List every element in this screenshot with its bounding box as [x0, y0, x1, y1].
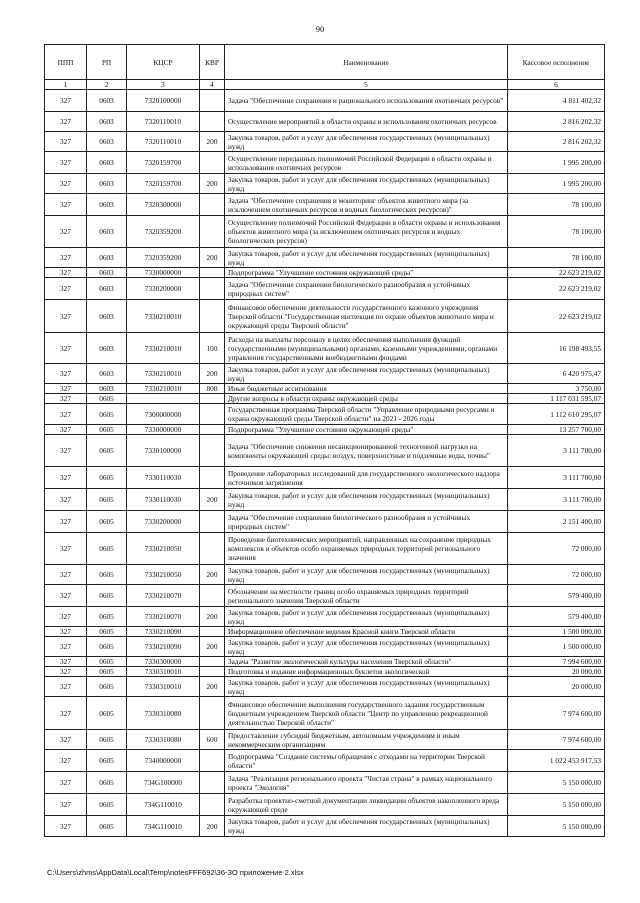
cell-kcsr: 7330310080 [127, 730, 200, 750]
cell-ppp: 327 [45, 772, 87, 794]
table-row [45, 174, 605, 194]
cell-kvr: 200 [200, 637, 225, 657]
cell-rp: 0605 [87, 794, 127, 816]
table-row [45, 248, 605, 268]
cell-name: Закупка товаров, работ и услуг для обеспечения государственных (муниципальных) нужд [225, 489, 508, 511]
index-amount: 6 [508, 80, 605, 90]
cell-ppp: 327 [45, 394, 87, 404]
cell-name: Закупка товаров, работ и услуг для обеспечения государственных (муниципальных) нужд [225, 132, 508, 152]
table-row [45, 364, 605, 384]
cell-amount: 20 000,00 [508, 667, 605, 677]
cell-rp: 0605 [87, 697, 127, 730]
cell-name: Расходы на выплаты персоналу в целях обеспечения выполнения функций государственными (муниципальными) органами, казенными учреждениями, органами управления государственными внебюджетными фондами [225, 333, 508, 364]
table-row [45, 533, 605, 565]
cell-name: Информационное обеспечение ведения Красной книги Тверской области [225, 627, 508, 637]
cell-kcsr: 7330000000 [127, 425, 200, 435]
cell-kvr: 200 [200, 132, 225, 152]
cell-rp: 0605 [87, 730, 127, 750]
cell-kcsr: 734G110010 [127, 816, 200, 837]
cell-ppp: 327 [45, 174, 87, 194]
cell-amount: 2 151 400,00 [508, 511, 605, 533]
table-row [45, 300, 605, 333]
cell-amount: 1 500 000,00 [508, 637, 605, 657]
cell-rp: 0605 [87, 750, 127, 772]
cell-kvr: 200 [200, 248, 225, 268]
cell-rp: 0605 [87, 627, 127, 637]
cell-kcsr: 7320110010 [127, 112, 200, 132]
cell-amount: 5 150 000,00 [508, 816, 605, 837]
cell-rp: 0605 [87, 637, 127, 657]
cell-amount: 5 150 000,00 [508, 772, 605, 794]
cell-rp: 0603 [87, 194, 127, 216]
cell-rp: 0605 [87, 585, 127, 607]
cell-ppp: 327 [45, 300, 87, 333]
cell-kvr [200, 278, 225, 300]
table-row [45, 607, 605, 627]
cell-name: Другие вопросы в области охраны окружающей среды [225, 394, 508, 404]
cell-kvr [200, 435, 225, 467]
cell-ppp: 327 [45, 216, 87, 248]
cell-rp: 0603 [87, 112, 127, 132]
cell-name: Закупка товаров, работ и услуг для обеспечения государственных (муниципальных) нужд [225, 364, 508, 384]
cell-amount: 6 420 975,47 [508, 364, 605, 384]
cell-name: Задача "Обеспечение сохранения и мониторинг объектов животного мира (за исключением охотничьих ресурсов и водных биологических ресурсов)" [225, 194, 508, 216]
cell-ppp: 327 [45, 697, 87, 730]
table-row [45, 425, 605, 435]
cell-name: Задача "Обеспечение сохранения и рационального использования охотничьих ресурсов" [225, 90, 508, 112]
cell-kvr [200, 152, 225, 174]
header-row [45, 45, 605, 80]
cell-kvr: 200 [200, 174, 225, 194]
cell-kcsr: 7320300000 [127, 194, 200, 216]
table-body [45, 90, 605, 837]
cell-amount: 1 500 000,00 [508, 627, 605, 637]
table-row [45, 194, 605, 216]
cell-rp: 0605 [87, 607, 127, 627]
cell-rp: 0605 [87, 565, 127, 585]
cell-ppp: 327 [45, 364, 87, 384]
cell-kcsr: 7330210050 [127, 565, 200, 585]
cell-ppp: 327 [45, 816, 87, 837]
cell-ppp: 327 [45, 132, 87, 152]
cell-kvr [200, 268, 225, 278]
cell-amount: 5 150 000,00 [508, 794, 605, 816]
cell-amount: 78 100,00 [508, 216, 605, 248]
cell-kvr: 200 [200, 816, 225, 837]
table-row [45, 112, 605, 132]
cell-amount: 22 623 219,02 [508, 268, 605, 278]
cell-ppp: 327 [45, 627, 87, 637]
table-row [45, 132, 605, 152]
cell-rp: 0605 [87, 533, 127, 565]
header-rp: РП [87, 45, 127, 80]
cell-name: Подготовка и издание информационных буклетов экологической [225, 667, 508, 677]
table-row [45, 152, 605, 174]
cell-amount: 2 816 202,32 [508, 112, 605, 132]
cell-rp: 0605 [87, 435, 127, 467]
cell-kvr [200, 404, 225, 425]
header-ppp: ППП [45, 45, 87, 80]
table-row [45, 394, 605, 404]
cell-kvr: 100 [200, 333, 225, 364]
cell-kcsr: 7320359200 [127, 248, 200, 268]
cell-kcsr: 7330100000 [127, 435, 200, 467]
cell-amount: 22 623 219,02 [508, 278, 605, 300]
table-row [45, 667, 605, 677]
cell-rp: 0603 [87, 152, 127, 174]
cell-kvr: 800 [200, 384, 225, 394]
table-row [45, 627, 605, 637]
cell-name: Финансовое обеспечение деятельности государственного казенного учреждения Тверской области "Государственная инспекция по охране объектов животного мира и окружающей среды Тверской области" [225, 300, 508, 333]
cell-amount: 3 111 700,00 [508, 489, 605, 511]
index-rp: 2 [87, 80, 127, 90]
cell-ppp: 327 [45, 425, 87, 435]
cell-rp: 0603 [87, 333, 127, 364]
cell-name: Закупка товаров, работ и услуг для обеспечения государственных (муниципальных) нужд [225, 816, 508, 837]
cell-kcsr: 7320110010 [127, 132, 200, 152]
cell-kvr [200, 667, 225, 677]
cell-kcsr: 7300000000 [127, 404, 200, 425]
cell-name: Подпрограмма "Улучшение состояния окружающей среды" [225, 268, 508, 278]
table-row [45, 637, 605, 657]
cell-rp: 0603 [87, 300, 127, 333]
cell-kvr [200, 300, 225, 333]
header-kcsr: КЦСР [127, 45, 200, 80]
cell-rp: 0605 [87, 467, 127, 489]
cell-amount: 1 995 200,00 [508, 174, 605, 194]
cell-name: Задача "Развитие экологической культуры населения Тверской области" [225, 657, 508, 667]
cell-rp: 0603 [87, 132, 127, 152]
cell-kcsr: 7320159700 [127, 174, 200, 194]
cell-name: Закупка товаров, работ и услуг для обеспечения государственных (муниципальных) нужд [225, 677, 508, 697]
cell-ppp: 327 [45, 268, 87, 278]
file-path-footer: C:\Users\zhms\AppData\Local\Temp\notesFFF692\36-ЗО приложение 2.xlsx [47, 868, 304, 877]
table-row [45, 750, 605, 772]
cell-kcsr: 7330210010 [127, 364, 200, 384]
cell-rp: 0605 [87, 816, 127, 837]
cell-amount: 7 974 600,00 [508, 730, 605, 750]
cell-ppp: 327 [45, 533, 87, 565]
cell-amount: 3 111 700,00 [508, 467, 605, 489]
cell-ppp: 327 [45, 435, 87, 467]
cell-kvr [200, 216, 225, 248]
cell-kvr [200, 90, 225, 112]
cell-ppp: 327 [45, 750, 87, 772]
cell-amount: 78 100,00 [508, 194, 605, 216]
cell-kvr [200, 657, 225, 667]
table-row [45, 511, 605, 533]
cell-amount: 72 000,00 [508, 565, 605, 585]
cell-rp: 0605 [87, 511, 127, 533]
cell-amount: 7 994 600,00 [508, 657, 605, 667]
cell-name: Задача "Обеспечение сохранения биологического разнообразия и устойчивых природных систем" [225, 511, 508, 533]
table-row [45, 816, 605, 837]
header-kvr: КВР [200, 45, 225, 80]
cell-name: Иные бюджетные ассигнования [225, 384, 508, 394]
cell-ppp: 327 [45, 194, 87, 216]
cell-amount: 3 111 700,00 [508, 435, 605, 467]
table-row [45, 585, 605, 607]
cell-rp: 0603 [87, 364, 127, 384]
cell-rp: 0603 [87, 90, 127, 112]
cell-kcsr: 7320100000 [127, 90, 200, 112]
cell-amount: 579 400,00 [508, 585, 605, 607]
index-name: 5 [225, 80, 508, 90]
cell-rp: 0605 [87, 772, 127, 794]
cell-kcsr: 7330210070 [127, 585, 200, 607]
cell-kcsr: 7330300000 [127, 657, 200, 667]
table-row [45, 657, 605, 667]
cell-kcsr: 7330000000 [127, 268, 200, 278]
cell-ppp: 327 [45, 657, 87, 667]
cell-name: Разработка проектно-сметной документации ликвидации объектов накопленного вреда окружающей среде [225, 794, 508, 816]
cell-name: Закупка товаров, работ и услуг для обеспечения государственных (муниципальных) нужд [225, 248, 508, 268]
cell-kvr [200, 772, 225, 794]
cell-rp: 0605 [87, 404, 127, 425]
cell-kvr: 200 [200, 607, 225, 627]
page-number: 90 [315, 24, 325, 34]
header-name: Наименование [225, 45, 508, 80]
cell-rp: 0605 [87, 667, 127, 677]
cell-kvr [200, 425, 225, 435]
budget-table [44, 44, 605, 837]
table-row [45, 90, 605, 112]
cell-kvr [200, 112, 225, 132]
cell-kcsr: 7330200000 [127, 511, 200, 533]
cell-rp: 0603 [87, 216, 127, 248]
cell-kvr [200, 585, 225, 607]
table-row [45, 435, 605, 467]
cell-kvr [200, 750, 225, 772]
table-row [45, 404, 605, 425]
cell-name: Задача "Обеспечение снижения несанкционированной техногенной нагрузки на компоненты окружающей среды: воздух, поверхностные и подземные воды, почвы" [225, 435, 508, 467]
cell-ppp: 327 [45, 677, 87, 697]
cell-kvr: 200 [200, 677, 225, 697]
cell-ppp: 327 [45, 467, 87, 489]
column-index-row [45, 80, 605, 90]
cell-ppp: 327 [45, 489, 87, 511]
cell-name: Проведение лабораторных исследований для государственного экологического надзора источников загрязнения [225, 467, 508, 489]
table-row [45, 384, 605, 394]
cell-ppp: 327 [45, 90, 87, 112]
cell-kcsr: 7330210090 [127, 637, 200, 657]
cell-kcsr: 7330210070 [127, 607, 200, 627]
cell-rp: 0603 [87, 268, 127, 278]
cell-ppp: 327 [45, 333, 87, 364]
cell-amount: 2 816 202,32 [508, 132, 605, 152]
cell-kvr [200, 627, 225, 637]
cell-kvr [200, 194, 225, 216]
table-row [45, 333, 605, 364]
cell-amount: 579 400,00 [508, 607, 605, 627]
cell-kcsr: 7330310010 [127, 667, 200, 677]
cell-amount: 7 974 600,00 [508, 697, 605, 730]
cell-ppp: 327 [45, 112, 87, 132]
cell-ppp: 327 [45, 152, 87, 174]
cell-ppp: 327 [45, 384, 87, 394]
table-row [45, 677, 605, 697]
table-row [45, 697, 605, 730]
cell-name: Закупка товаров, работ и услуг для обеспечения государственных (муниципальных) нужд [225, 174, 508, 194]
cell-ppp: 327 [45, 637, 87, 657]
cell-name: Проведение биотехнических мероприятий, направленных на сохранение природных комплексов и объектов особо охраняемых природных территорий регионального значения [225, 533, 508, 565]
cell-kvr [200, 794, 225, 816]
cell-amount: 3 750,00 [508, 384, 605, 394]
cell-name: Финансовое обеспечение выполнения государственного задания государственным бюджетным учреждением Тверской области "Центр по управлению рекреационной деятельностью Тверской области" [225, 697, 508, 730]
cell-name: Обозначение на местности границ особо охраняемых природных территорий регионального значения Тверской области [225, 585, 508, 607]
cell-kvr: 600 [200, 730, 225, 750]
cell-name: Закупка товаров, работ и услуг для обеспечения государственных (муниципальных) нужд [225, 637, 508, 657]
cell-kcsr: 7330310010 [127, 677, 200, 697]
table-row [45, 489, 605, 511]
cell-kcsr: 734G110010 [127, 794, 200, 816]
cell-ppp: 327 [45, 565, 87, 585]
cell-name: Задача "Реализация регионального проекта "Чистая страна" в рамках национального проекта "Экология" [225, 772, 508, 794]
table-row [45, 772, 605, 794]
cell-amount: 16 198 493,55 [508, 333, 605, 364]
cell-amount: 1 022 453 917,53 [508, 750, 605, 772]
cell-ppp: 327 [45, 794, 87, 816]
cell-name: Закупка товаров, работ и услуг для обеспечения государственных (муниципальных) нужд [225, 607, 508, 627]
table-row [45, 278, 605, 300]
index-kvr: 4 [200, 80, 225, 90]
cell-name: Подпрограмма "Улучшение состояния окружающей среды" [225, 425, 508, 435]
cell-ppp: 327 [45, 278, 87, 300]
cell-kcsr: 7330110030 [127, 467, 200, 489]
cell-ppp: 327 [45, 585, 87, 607]
cell-name: Задача "Обеспечение сохранения биологического разнообразия и устойчивых природных систем" [225, 278, 508, 300]
cell-name: Осуществление мероприятий в области охраны и использования охотничьих ресурсов [225, 112, 508, 132]
cell-rp: 0603 [87, 384, 127, 394]
cell-rp: 0605 [87, 677, 127, 697]
cell-amount: 20 000,00 [508, 677, 605, 697]
cell-name: Подпрограмма "Создание системы обращения с отходами на территории Тверской области" [225, 750, 508, 772]
index-kcsr: 3 [127, 80, 200, 90]
cell-kcsr: 7330210010 [127, 300, 200, 333]
cell-ppp: 327 [45, 248, 87, 268]
cell-rp: 0603 [87, 248, 127, 268]
cell-ppp: 327 [45, 730, 87, 750]
cell-rp: 0605 [87, 394, 127, 404]
cell-kcsr: 734G100000 [127, 772, 200, 794]
index-ppp: 1 [45, 80, 87, 90]
cell-amount: 13 257 700,00 [508, 425, 605, 435]
cell-kvr: 200 [200, 364, 225, 384]
cell-amount: 1 117 031 595,07 [508, 394, 605, 404]
cell-kcsr: 7320359200 [127, 216, 200, 248]
cell-ppp: 327 [45, 667, 87, 677]
cell-kcsr: 7340000000 [127, 750, 200, 772]
table-row [45, 268, 605, 278]
cell-amount: 1 112 610 295,07 [508, 404, 605, 425]
cell-name: Осуществление переданных полномочий Российской Федерации в области охраны и использования охотничьих ресурсов [225, 152, 508, 174]
cell-amount: 22 623 219,02 [508, 300, 605, 333]
cell-ppp: 327 [45, 607, 87, 627]
cell-kvr: 200 [200, 565, 225, 585]
cell-kvr [200, 467, 225, 489]
cell-kcsr: 7330310080 [127, 697, 200, 730]
cell-rp: 0603 [87, 174, 127, 194]
cell-rp: 0605 [87, 489, 127, 511]
cell-kvr [200, 697, 225, 730]
table-row [45, 216, 605, 248]
cell-amount: 72 000,00 [508, 533, 605, 565]
cell-ppp: 327 [45, 404, 87, 425]
cell-name: Предоставление субсидий бюджетным, автономным учреждениям и иным некоммерческим организациям [225, 730, 508, 750]
cell-rp: 0605 [87, 425, 127, 435]
cell-kcsr: 7330110030 [127, 489, 200, 511]
cell-kcsr: 7330210010 [127, 333, 200, 364]
cell-kcsr: 7330210010 [127, 384, 200, 394]
cell-kvr [200, 511, 225, 533]
cell-kcsr [127, 394, 200, 404]
cell-kcsr: 7330210050 [127, 533, 200, 565]
table-row [45, 467, 605, 489]
table-row [45, 794, 605, 816]
cell-name: Государственная программа Тверской области "Управление природными ресурсами и охрана окружающей среды Тверской области" на 2021 - 2026 годы [225, 404, 508, 425]
cell-ppp: 327 [45, 511, 87, 533]
table-row [45, 565, 605, 585]
cell-rp: 0605 [87, 657, 127, 667]
cell-kvr: 200 [200, 489, 225, 511]
cell-kcsr: 7320159700 [127, 152, 200, 174]
cell-kvr [200, 394, 225, 404]
cell-amount: 4 811 402,32 [508, 90, 605, 112]
table-row [45, 730, 605, 750]
header-amount: Кассовое исполнение [508, 45, 605, 80]
cell-name: Закупка товаров, работ и услуг для обеспечения государственных (муниципальных) нужд [225, 565, 508, 585]
cell-amount: 78 100,00 [508, 248, 605, 268]
cell-amount: 1 995 200,00 [508, 152, 605, 174]
cell-rp: 0603 [87, 278, 127, 300]
cell-kcsr: 7330210090 [127, 627, 200, 637]
cell-name: Осуществление полномочий Российской Федерации в области охраны и использования объектов животного мира (за исключением охотничьих ресурсов и водных биологических ресурсов) [225, 216, 508, 248]
cell-kvr [200, 533, 225, 565]
cell-kcsr: 7330200000 [127, 278, 200, 300]
